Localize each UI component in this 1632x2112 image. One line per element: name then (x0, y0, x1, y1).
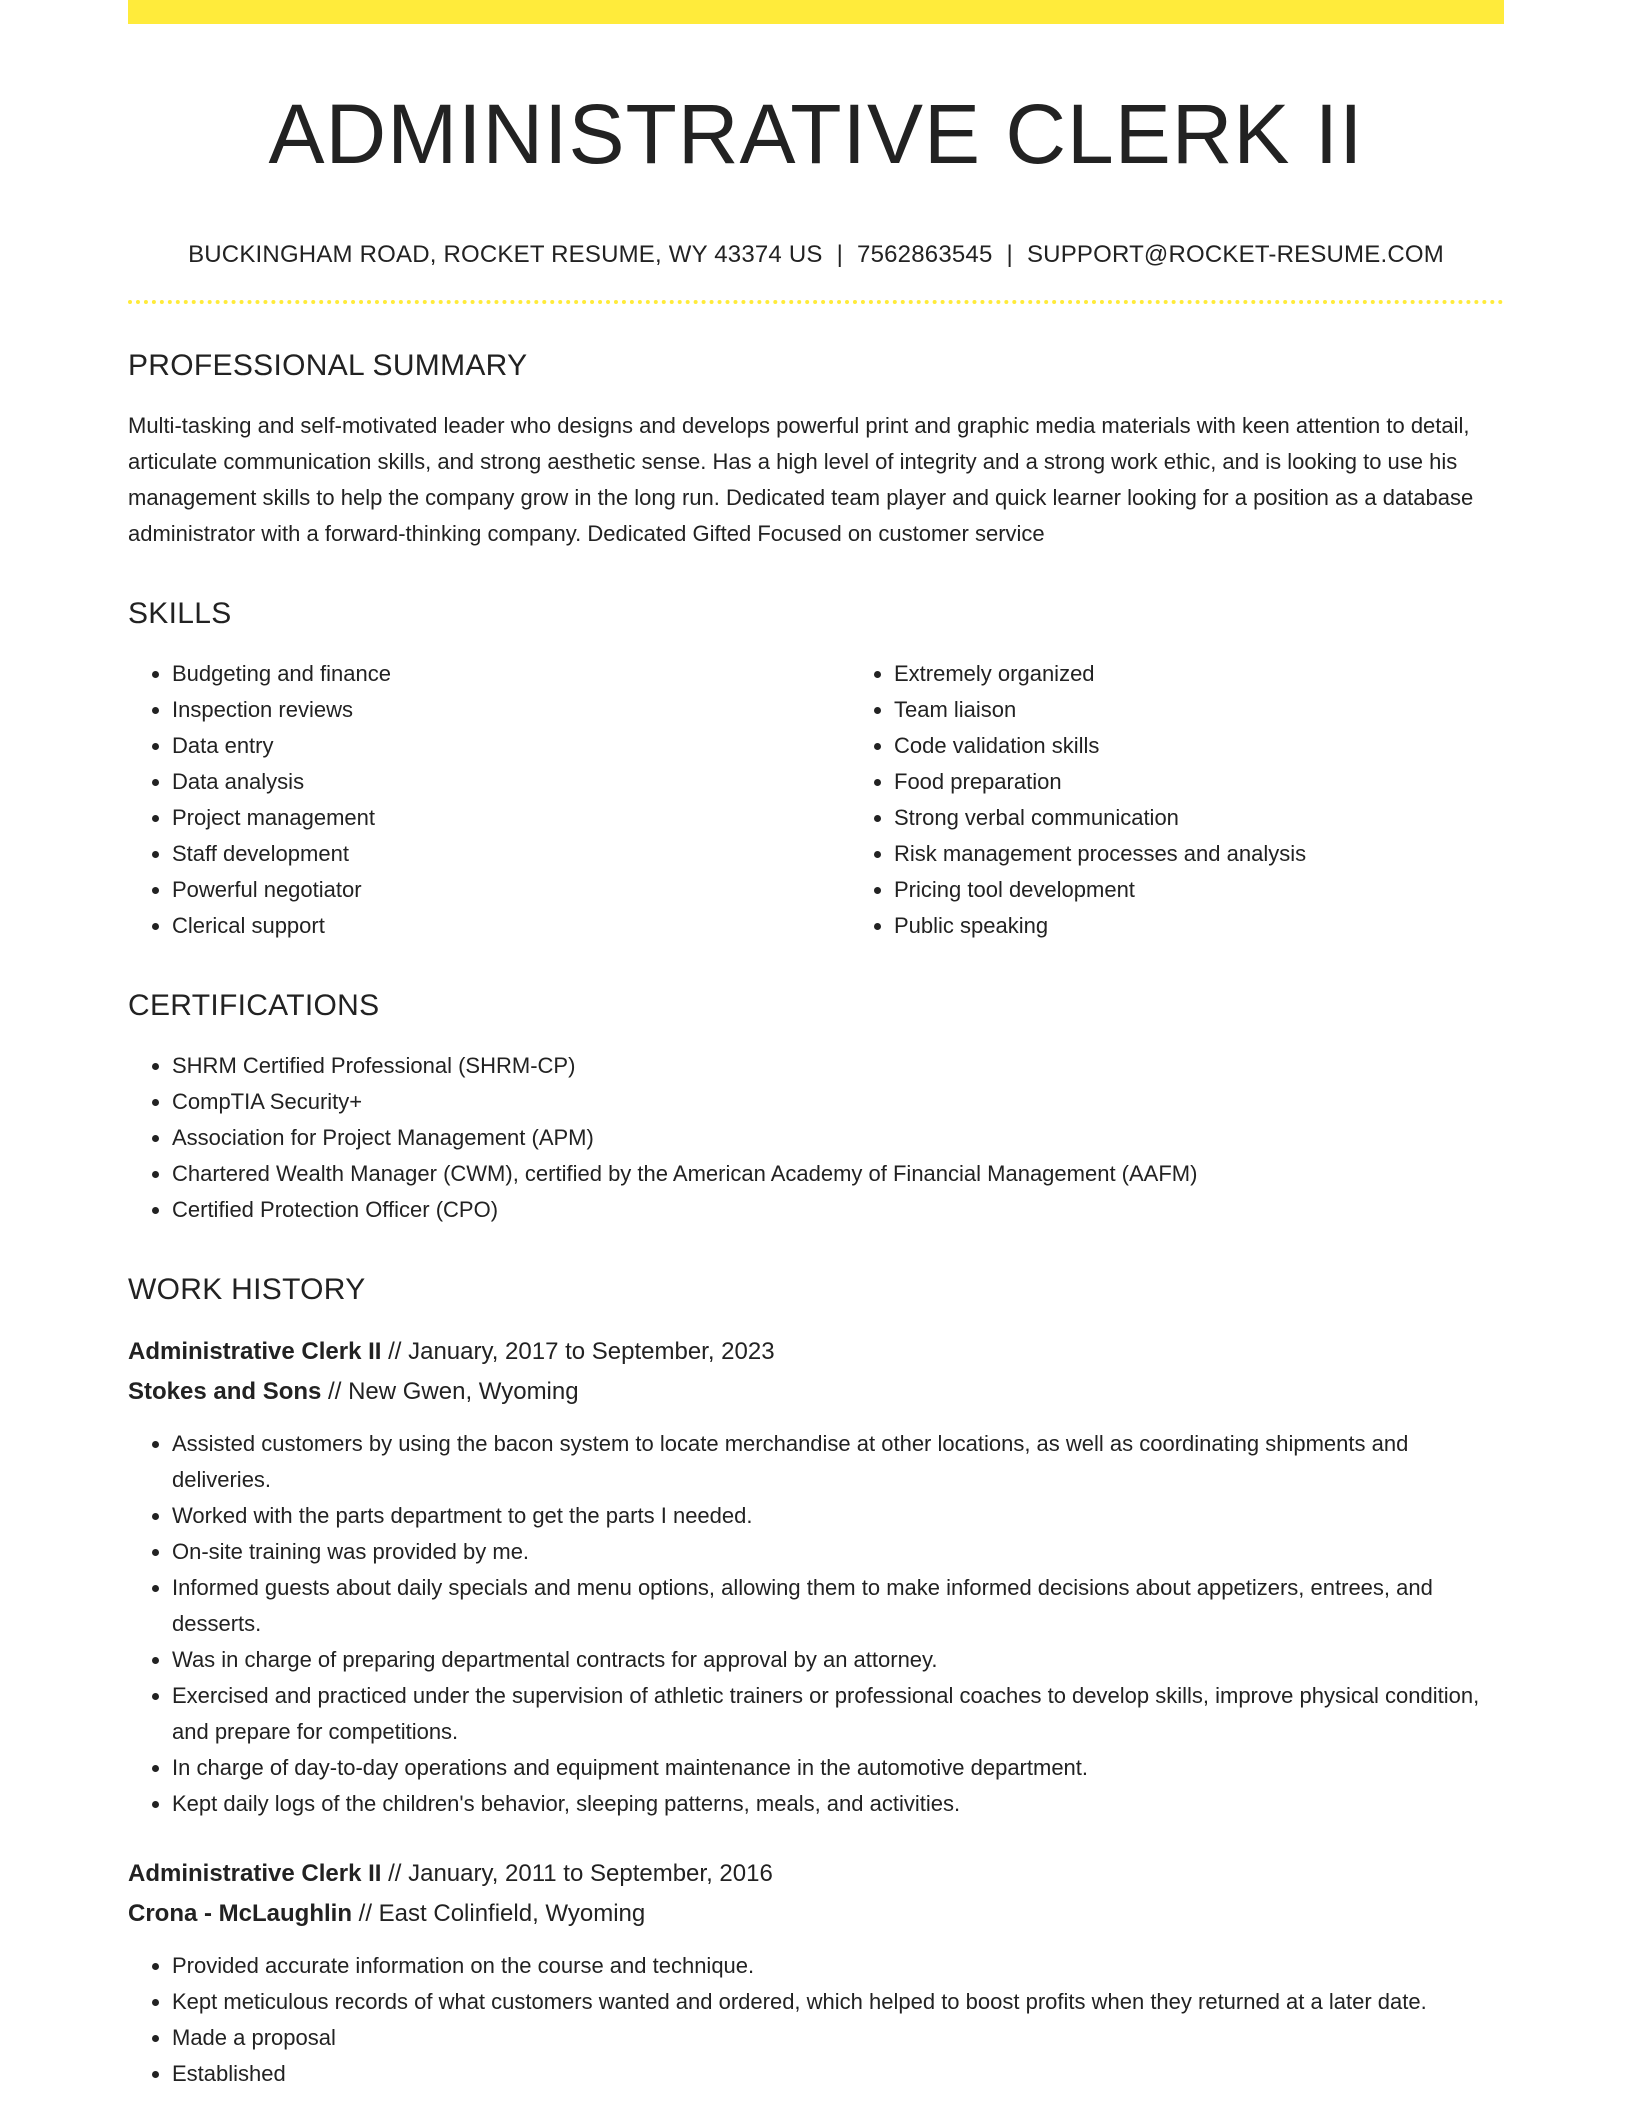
certifications-list (128, 1048, 1504, 1228)
job-duty-item: • In charge of day-to-day operations and equipment maintenance in the automotive department. (172, 1750, 1504, 1786)
certification-item: • Certified Protection Officer (CPO) (172, 1192, 1504, 1228)
skills-list-left (128, 656, 850, 944)
job-role: Administrative Clerk II (128, 1860, 382, 1887)
job-role: Administrative Clerk II (128, 1338, 382, 1365)
job-duty-item: • Kept daily logs of the children's behavior, sleeping patterns, meals, and activities. (172, 1786, 1504, 1822)
certification-item: • SHRM Certified Professional (SHRM-CP) (172, 1048, 1504, 1084)
skill-item: • Public speaking (894, 908, 1504, 944)
certification-item: • Chartered Wealth Manager (CWM), certified by the American Academy of Financial Management (AAFM) (172, 1156, 1504, 1192)
skills-columns (128, 632, 1504, 944)
resume-page (128, 0, 1504, 2092)
skill-item: • Pricing tool development (894, 872, 1504, 908)
job-entry (128, 1854, 1504, 2092)
job-location: // New Gwen, Wyoming (321, 1378, 579, 1405)
job-company-line (128, 1894, 1504, 1934)
job-company-line (128, 1372, 1504, 1412)
job-company: Crona - McLaughlin (128, 1900, 352, 1927)
skill-item: • Clerical support (172, 908, 850, 944)
job-title-line (128, 1854, 1504, 1894)
skill-item: • Food preparation (894, 764, 1504, 800)
job-duty-item: • Established (172, 2056, 1504, 2092)
job-dates: // January, 2011 to September, 2016 (381, 1860, 773, 1887)
skill-item: • Risk management processes and analysis (894, 836, 1504, 872)
job-duty-item: • Made a proposal (172, 2020, 1504, 2056)
skill-item: • Powerful negotiator (172, 872, 850, 908)
skill-item: • Data analysis (172, 764, 850, 800)
job-duty-item: • Exercised and practiced under the supervision of athletic trainers or professional coaches to develop skills, improve physical condition, and prepare for competitions. (172, 1678, 1504, 1750)
job-duties-list (128, 1426, 1504, 1822)
contact-phone: 7562863545 (857, 241, 993, 268)
section-title-summary: PROFESSIONAL SUMMARY (128, 349, 528, 382)
section-title-skills: SKILLS (128, 597, 232, 630)
accent-top-bar (128, 0, 1504, 24)
certification-item: • CompTIA Security+ (172, 1084, 1504, 1120)
contact-separator: | (836, 241, 844, 268)
summary-text: Multi-tasking and self-motivated leader who designs and develops powerful print and graphic media materials with keen attention to detail, articulate communication skills, and strong aesthetic sense. Has a high level of integrity and a strong work ethic, and is looking to use his management skills to help the company grow in the long run. Dedicated team player and quick learner looking for a position as a database administrator with a forward-thinking company. Dedicated Gifted Focused on customer service (128, 413, 1474, 546)
skill-item: • Data entry (172, 728, 850, 764)
skill-item: • Inspection reviews (172, 692, 850, 728)
skill-item: • Strong verbal communication (894, 800, 1504, 836)
job-entry (128, 1332, 1504, 1822)
contact-line (128, 240, 1504, 270)
contact-email[interactable]: SUPPORT@ROCKET-RESUME.COM (1026, 241, 1444, 268)
skill-item: • Project management (172, 800, 850, 836)
professional-summary-section (128, 348, 1504, 552)
section-title-work-history: WORK HISTORY (128, 1273, 366, 1306)
job-duty-item: • On-site training was provided by me. (172, 1534, 1504, 1570)
job-company: Stokes and Sons (128, 1378, 322, 1405)
certification-item: • Association for Project Management (APM) (172, 1120, 1504, 1156)
contact-address: BUCKINGHAM ROAD, ROCKET RESUME, WY 43374 US (188, 241, 823, 268)
job-location: // East Colinfield, Wyoming (352, 1900, 646, 1927)
section-title-certifications: CERTIFICATIONS (128, 989, 380, 1022)
job-duty-item: • Informed guests about daily specials and menu options, allowing them to make informed decisions about appetizers, entrees, and desserts. (172, 1570, 1504, 1642)
job-title-line (128, 1332, 1504, 1372)
job-dates: // January, 2017 to September, 2023 (381, 1338, 775, 1365)
skill-item: • Budgeting and finance (172, 656, 850, 692)
skills-list-right (850, 656, 1504, 944)
job-duty-item: • Kept meticulous records of what customers wanted and ordered, which helped to boost profits when they returned at a later date. (172, 1984, 1504, 2020)
job-duty-item: • Assisted customers by using the bacon system to locate merchandise at other locations, as well as coordinating shipments and deliveries. (172, 1426, 1504, 1498)
job-duty-item: • Worked with the parts department to get the parts I needed. (172, 1498, 1504, 1534)
skill-item: • Extremely organized (894, 656, 1504, 692)
job-duty-item: • Was in charge of preparing departmental contracts for approval by an attorney. (172, 1642, 1504, 1678)
contact-separator: | (1006, 241, 1013, 268)
skill-item: • Team liaison (894, 692, 1504, 728)
job-duty-item: • Provided accurate information on the course and technique. (172, 1948, 1504, 1984)
job-duties-list (128, 1948, 1504, 2092)
skills-section (128, 596, 1504, 944)
skill-item: • Code validation skills (894, 728, 1504, 764)
skill-item: • Staff development (172, 836, 850, 872)
resume-title: ADMINISTRATIVE CLERK II (268, 87, 1364, 181)
certifications-section (128, 988, 1504, 1228)
dotted-divider (128, 300, 1504, 304)
work-history-section (128, 1272, 1504, 2092)
